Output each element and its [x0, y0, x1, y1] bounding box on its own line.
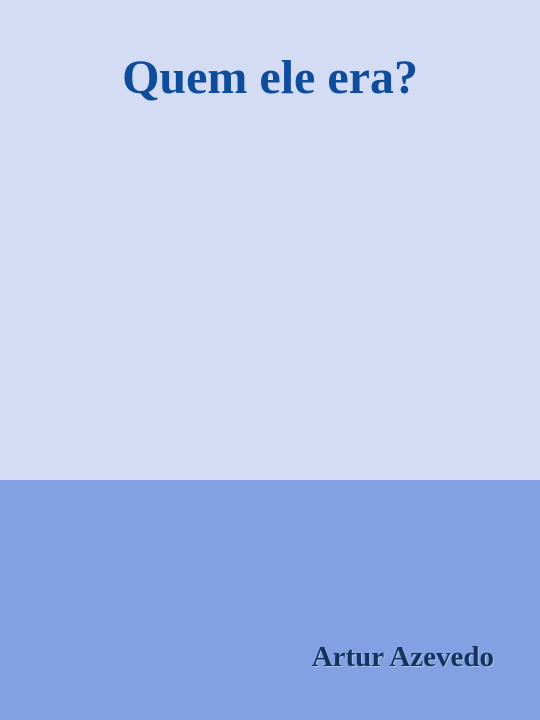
cover-bottom-panel: [0, 480, 540, 720]
book-title: Quem ele era?: [122, 51, 418, 104]
book-author: Artur Azevedo: [311, 641, 494, 673]
